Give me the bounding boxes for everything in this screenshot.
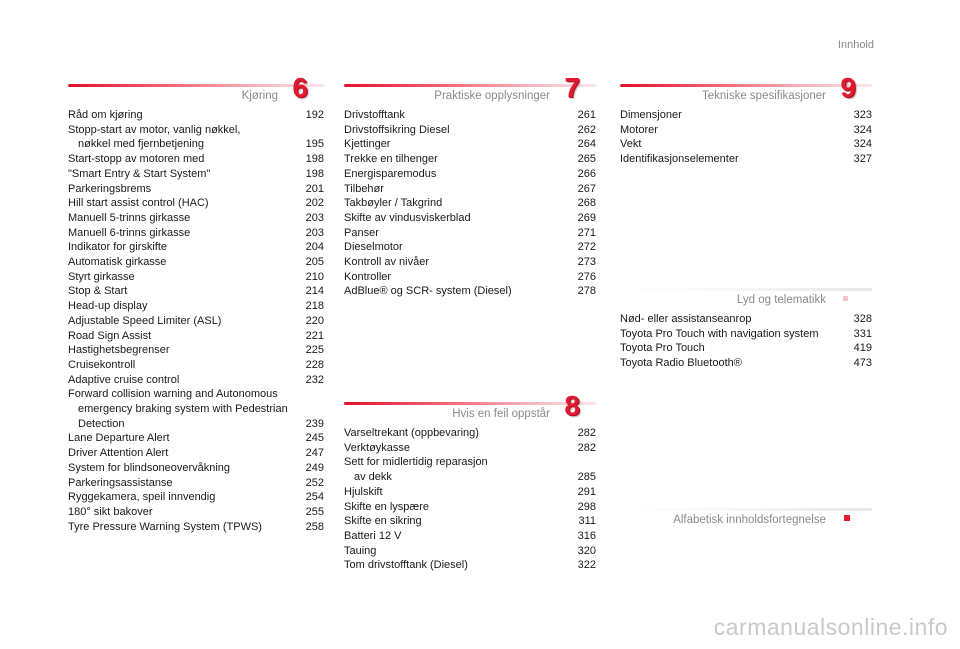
toc-entry-text: Toyota Pro Touch with navigation system	[620, 327, 819, 340]
toc-entry-text: Skifte en sikring	[344, 515, 422, 528]
section-index-bar	[620, 508, 872, 511]
section-7-title[interactable]: Praktiske opplysninger	[434, 90, 550, 102]
toc-entry[interactable]	[68, 240, 324, 255]
toc-entry-text: Automatisk girkasse	[68, 256, 167, 269]
toc-entry-label	[68, 520, 300, 535]
toc-entry-label	[68, 152, 300, 167]
toc-entry-label	[620, 327, 848, 342]
toc-entry-text: Energisparemodus	[344, 167, 437, 180]
toc-entry-text: 180° sikt bakover	[68, 505, 153, 518]
toc-entry-label	[68, 284, 300, 299]
toc-entry[interactable]	[344, 426, 596, 441]
toc-entry-text: Nød- eller assistanseanrop	[620, 313, 752, 325]
toc-entry-page: 311	[578, 515, 596, 528]
toc-entry[interactable]	[68, 123, 324, 152]
toc-entry-text: Identifikasjonselementer	[620, 153, 739, 166]
toc-entry-page: 324	[853, 138, 872, 151]
toc-entry[interactable]	[344, 240, 596, 255]
toc-entry-page: 328	[853, 313, 872, 325]
toc-entry-text: Lane Departure Alert	[68, 432, 170, 445]
toc-entry-text: Stop & Start	[68, 285, 128, 298]
watermark: carmanualsonline.info	[713, 614, 948, 640]
toc-entry-page: 264	[577, 138, 596, 151]
toc-entry-text: Hill start assist control (HAC)	[68, 197, 209, 210]
toc-entry-label	[68, 446, 300, 461]
toc-entry[interactable]	[68, 343, 324, 358]
toc-entry-page: 261	[577, 109, 596, 121]
toc-entry[interactable]	[344, 455, 596, 484]
toc-entry-page: 276	[577, 270, 596, 283]
toc-entry-page: 220	[305, 314, 324, 327]
toc-entry[interactable]	[620, 152, 872, 167]
toc-entry-label	[344, 211, 572, 226]
toc-entry-label	[344, 240, 572, 255]
toc-entry[interactable]	[344, 529, 596, 544]
toc-entry[interactable]	[68, 446, 324, 461]
toc-entry-label	[68, 476, 300, 491]
toc-entry-page: 291	[577, 485, 596, 498]
toc-entry-label	[68, 167, 300, 182]
toc-entry-text: Kontroller	[344, 270, 392, 283]
toc-entry[interactable]	[68, 373, 324, 388]
toc-entry-continuation: Detection	[78, 417, 125, 430]
toc-entry-text: Toyota Radio Bluetooth®	[620, 357, 742, 370]
toc-entry[interactable]	[68, 387, 324, 431]
toc-entry-label	[68, 240, 300, 255]
toc-entry-text: Forward collision warning and Autonomous	[68, 388, 278, 401]
toc-entry-page: 249	[305, 461, 324, 474]
toc-entry-text: Driver Attention Alert	[68, 447, 169, 460]
toc-entry-text: Hastighetsbegrenser	[68, 344, 170, 357]
toc-entry-text: Parkeringsassistanse	[68, 476, 173, 489]
toc-entry[interactable]	[620, 108, 872, 123]
toc-entry-text: Head-up display	[68, 300, 148, 313]
toc-entry-page: 225	[305, 344, 324, 357]
toc-entry-page: 269	[577, 211, 596, 224]
toc-entry[interactable]	[68, 358, 324, 373]
section-6-bar	[68, 84, 324, 87]
toc-entry-label	[68, 196, 300, 211]
section-7-bar	[344, 84, 596, 87]
toc-entry-text: Panser	[344, 226, 379, 239]
toc-entry-label	[68, 329, 300, 344]
toc-entry-text: Start-stopp av motoren med	[68, 153, 205, 166]
toc-entry-page: 203	[305, 226, 324, 239]
toc-entry-page: 201	[305, 182, 324, 195]
toc-entry-label	[344, 558, 572, 573]
toc-entry-label	[344, 284, 572, 299]
toc-entry-label	[344, 455, 572, 484]
section-6	[68, 72, 324, 534]
toc-entry-text: Takbøyler / Takgrind	[344, 197, 443, 210]
toc-entry-label	[68, 490, 300, 505]
toc-entry-page: 278	[577, 285, 596, 298]
toc-entry-page: 247	[305, 447, 324, 460]
toc-entry[interactable]	[344, 514, 596, 529]
toc-entry-page: 255	[305, 505, 324, 518]
toc-entry-text: Vekt	[620, 138, 642, 151]
toc-entry-label	[68, 373, 300, 388]
toc-entry-page: 267	[577, 182, 596, 195]
section-8	[344, 390, 596, 573]
toc-entry-label	[344, 196, 572, 211]
toc-entry[interactable]	[68, 314, 324, 329]
toc-entry-page: 232	[305, 373, 324, 386]
toc-entry[interactable]	[68, 299, 324, 314]
toc-entry-page: 262	[577, 123, 596, 136]
toc-entry[interactable]	[344, 485, 596, 500]
toc-entry[interactable]	[68, 490, 324, 505]
toc-entry-page: 323	[853, 109, 872, 121]
toc-entry[interactable]	[68, 108, 324, 123]
section-index-marker	[844, 515, 850, 521]
toc-entry[interactable]	[68, 461, 324, 476]
toc-entry-page: 268	[577, 197, 596, 210]
toc-entry-text: Stopp-start av motor, vanlig nøkkel,	[68, 123, 241, 136]
toc-entry-page: 271	[577, 226, 596, 239]
toc-entry-text: System for blindsoneovervåkning	[68, 461, 231, 474]
toc-entry-text: Tom drivstofftank (Diesel)	[344, 559, 468, 572]
toc-entry-page: 195	[305, 138, 324, 151]
toc-entry-text: Tyre Pressure Warning System (TPWS)	[68, 520, 262, 533]
toc-entry[interactable]	[344, 152, 596, 167]
toc-entry[interactable]	[344, 137, 596, 152]
section-audio-bar	[620, 288, 872, 291]
toc-entry[interactable]	[344, 226, 596, 241]
toc-entry-label	[620, 123, 848, 138]
toc-entry-label	[68, 461, 300, 476]
toc-entry[interactable]	[68, 167, 324, 182]
toc-entry-label	[344, 514, 572, 529]
toc-entry[interactable]	[344, 108, 596, 123]
toc-entry-page: 331	[853, 327, 872, 340]
toc-entry-text: Hjulskift	[344, 485, 383, 498]
toc-entry-page: 239	[305, 417, 324, 430]
toc-entry-label	[620, 137, 848, 152]
toc-entry-label	[68, 255, 300, 270]
toc-entry[interactable]	[68, 431, 324, 446]
toc-entry-text: Skifte en lyspære	[344, 500, 429, 513]
toc-entry-text: Road Sign Assist	[68, 329, 152, 342]
toc-entry-text: Kontroll av nivåer	[344, 256, 429, 269]
toc-entry[interactable]	[344, 284, 596, 299]
toc-entry-text: Ryggekamera, speil innvendig	[68, 491, 216, 504]
toc-entry[interactable]	[68, 270, 324, 285]
toc-entry[interactable]	[620, 123, 872, 138]
toc-entry-text: Adjustable Speed Limiter (ASL)	[68, 314, 222, 327]
section-8-number[interactable]: 8	[564, 390, 580, 421]
toc-entry-text: Indikator for girskifte	[68, 241, 168, 254]
toc-entry-text: Drivstoffsikring Diesel	[344, 123, 450, 136]
toc-entry-label	[620, 356, 848, 371]
toc-entry-label	[344, 544, 572, 559]
toc-entry-label	[344, 270, 572, 285]
toc-entry[interactable]	[344, 182, 596, 197]
toc-entry-text: Styrt girkasse	[68, 270, 135, 283]
toc-entry-text: Sett for midlertidig reparasjon	[344, 456, 488, 469]
section-index-header	[620, 504, 872, 528]
toc-entry-label	[68, 358, 300, 373]
section-index-title[interactable]: Alfabetisk innholdsfortegnelse	[673, 514, 826, 526]
toc-entry-text: Dimensjoner	[620, 109, 682, 121]
toc-entry-label	[68, 211, 300, 226]
toc-entry-text: Parkeringsbrems	[68, 182, 152, 195]
toc-entry-continuation: nøkkel med fjernbetjening	[78, 138, 204, 151]
section-6-title[interactable]: Kjøring	[241, 90, 278, 102]
toc-entry-page: 228	[305, 358, 324, 371]
toc-entry-label	[344, 123, 572, 138]
toc-entry[interactable]	[344, 270, 596, 285]
toc-entry-page: 252	[305, 476, 324, 489]
toc-entry-label	[344, 426, 572, 441]
toc-entry-page: 205	[305, 256, 324, 269]
toc-entry[interactable]	[68, 226, 324, 241]
toc-entry-text: Trekke en tilhenger	[344, 153, 438, 166]
toc-entry-text: Varseltrekant (oppbevaring)	[344, 427, 479, 439]
toc-entry-page: 218	[305, 300, 324, 313]
toc-entry-label	[68, 182, 300, 197]
toc-entry-label	[344, 167, 572, 182]
toc-entry-text: Skifte av vindusviskerblad	[344, 211, 471, 224]
toc-entry-page: 324	[853, 123, 872, 136]
toc-entry-page: 282	[577, 427, 596, 439]
toc-entry-text: AdBlue® og SCR- system (Diesel)	[344, 285, 512, 298]
page-header-title: Innhold	[837, 39, 874, 51]
toc-entry-page: 273	[577, 256, 596, 269]
toc-entry-page: 282	[577, 441, 596, 454]
toc-entry-label	[344, 441, 572, 456]
toc-entry-page: 198	[305, 167, 324, 180]
section-9	[620, 72, 872, 167]
toc-entry[interactable]	[344, 211, 596, 226]
toc-entry[interactable]	[620, 312, 872, 327]
toc-entry[interactable]	[68, 329, 324, 344]
toc-entry-label	[68, 270, 300, 285]
toc-entry[interactable]	[344, 544, 596, 559]
section-9-number[interactable]: 9	[840, 72, 856, 103]
toc-entry-label	[344, 182, 572, 197]
toc-entry-page: 258	[305, 520, 324, 533]
toc-entry[interactable]	[68, 520, 324, 535]
toc-entry-page: 419	[853, 342, 872, 355]
toc-entry-label	[68, 108, 300, 123]
toc-entry-page: 202	[305, 197, 324, 210]
section-9-header	[620, 72, 872, 104]
toc-entry-page: 198	[305, 153, 324, 166]
toc-entry-text: Tauing	[344, 544, 377, 557]
toc-entry-label	[620, 152, 848, 167]
toc-entry-text: Dieselmotor	[344, 241, 403, 254]
toc-entry-text: Tilbehør	[344, 182, 384, 195]
section-7-list	[344, 108, 596, 299]
toc-entry[interactable]	[344, 196, 596, 211]
toc-entry[interactable]	[344, 500, 596, 515]
toc-entry-label	[68, 343, 300, 358]
section-audio-list	[620, 312, 872, 371]
toc-entry-page: 254	[305, 491, 324, 504]
toc-entry[interactable]	[68, 255, 324, 270]
toc-entry[interactable]	[344, 255, 596, 270]
toc-entry-page: 320	[577, 544, 596, 557]
section-9-title[interactable]: Tekniske spesifikasjoner	[701, 90, 826, 102]
section-6-list	[68, 108, 324, 534]
toc-entry-text: Adaptive cruise control	[68, 373, 180, 386]
toc-entry-text: Kjettinger	[344, 138, 391, 151]
toc-entry[interactable]	[620, 327, 872, 342]
toc-entry-label	[344, 529, 572, 544]
toc-entry-page: 204	[305, 241, 324, 254]
toc-entry[interactable]	[68, 284, 324, 299]
toc-entry-label	[68, 387, 300, 431]
section-9-list	[620, 108, 872, 167]
section-7	[344, 72, 596, 299]
section-audio-title[interactable]: Lyd og telematikk	[736, 294, 826, 306]
toc-entry-text: Verktøykasse	[344, 441, 411, 454]
section-8-bar	[344, 402, 596, 405]
toc-entry-page: 203	[305, 211, 324, 224]
toc-entry-continuation: emergency braking system with Pedestrian	[78, 403, 288, 416]
toc-entry-page: 272	[577, 241, 596, 254]
toc-entry-page: 298	[577, 500, 596, 513]
section-audio-header	[620, 284, 872, 308]
toc-entry[interactable]	[68, 152, 324, 167]
toc-entry-text: Motorer	[620, 123, 658, 136]
section-audio-marker	[843, 296, 848, 301]
toc-entry-label	[68, 226, 300, 241]
toc-entry-label	[344, 152, 572, 167]
toc-entry-label	[344, 255, 572, 270]
section-index	[620, 504, 872, 528]
toc-entry-continuation: av dekk	[354, 471, 392, 484]
toc-entry-text: "Smart Entry & Start System"	[68, 167, 211, 180]
toc-entry[interactable]	[68, 182, 324, 197]
section-6-header	[68, 72, 324, 104]
toc-entry[interactable]	[68, 476, 324, 491]
section-audio	[620, 284, 872, 371]
toc-entry[interactable]	[344, 167, 596, 182]
toc-entry-label	[344, 500, 572, 515]
toc-entry-label	[620, 341, 848, 356]
toc-entry-label	[344, 226, 572, 241]
section-8-title[interactable]: Hvis en feil oppstår	[452, 408, 550, 420]
toc-entry[interactable]	[344, 441, 596, 456]
toc-entry-page: 327	[853, 153, 872, 166]
toc-entry-text: Drivstofftank	[344, 109, 405, 121]
toc-entry-label	[344, 137, 572, 152]
toc-entry-text: Batteri 12 V	[344, 529, 402, 542]
toc-entry-page: 285	[577, 471, 596, 484]
toc-entry-page: 221	[305, 329, 324, 342]
toc-entry[interactable]	[68, 505, 324, 520]
toc-entry-label	[68, 505, 300, 520]
toc-entry-page: 322	[577, 559, 596, 572]
toc-entry-text: Toyota Pro Touch	[620, 342, 705, 355]
toc-entry-page: 473	[853, 357, 872, 370]
toc-entry[interactable]	[68, 196, 324, 211]
toc-entry-label	[68, 314, 300, 329]
toc-entry-label	[68, 123, 300, 152]
section-9-bar	[620, 84, 872, 87]
toc-entry-label	[344, 108, 572, 123]
toc-entry[interactable]	[620, 356, 872, 371]
toc-entry-label	[620, 312, 848, 327]
toc-entry-text: Manuell 6-trinns girkasse	[68, 226, 191, 239]
toc-entry-text: Manuell 5-trinns girkasse	[68, 211, 191, 224]
section-6-number[interactable]: 6	[292, 72, 308, 103]
toc-entry-page: 210	[305, 270, 324, 283]
toc-entry-page: 265	[577, 153, 596, 166]
toc-entry-page: 214	[305, 285, 324, 298]
section-7-header	[344, 72, 596, 104]
toc-entry-text: Råd om kjøring	[68, 109, 143, 121]
toc-entry-page: 316	[577, 529, 596, 542]
toc-entry-label	[620, 108, 848, 123]
toc-entry[interactable]	[620, 341, 872, 356]
toc-entry-page: 245	[305, 432, 324, 445]
section-8-header	[344, 390, 596, 422]
section-8-list	[344, 426, 596, 573]
toc-entry[interactable]	[344, 558, 596, 573]
toc-entry-page: 192	[305, 109, 324, 121]
toc-entry[interactable]	[620, 137, 872, 152]
toc-entry-label	[68, 299, 300, 314]
toc-entry[interactable]	[344, 123, 596, 138]
toc-entry-page: 266	[577, 167, 596, 180]
toc-entry-label	[344, 485, 572, 500]
section-7-number[interactable]: 7	[564, 72, 580, 103]
toc-entry-text: Cruisekontroll	[68, 358, 136, 371]
toc-entry-label	[68, 431, 300, 446]
toc-entry[interactable]	[68, 211, 324, 226]
